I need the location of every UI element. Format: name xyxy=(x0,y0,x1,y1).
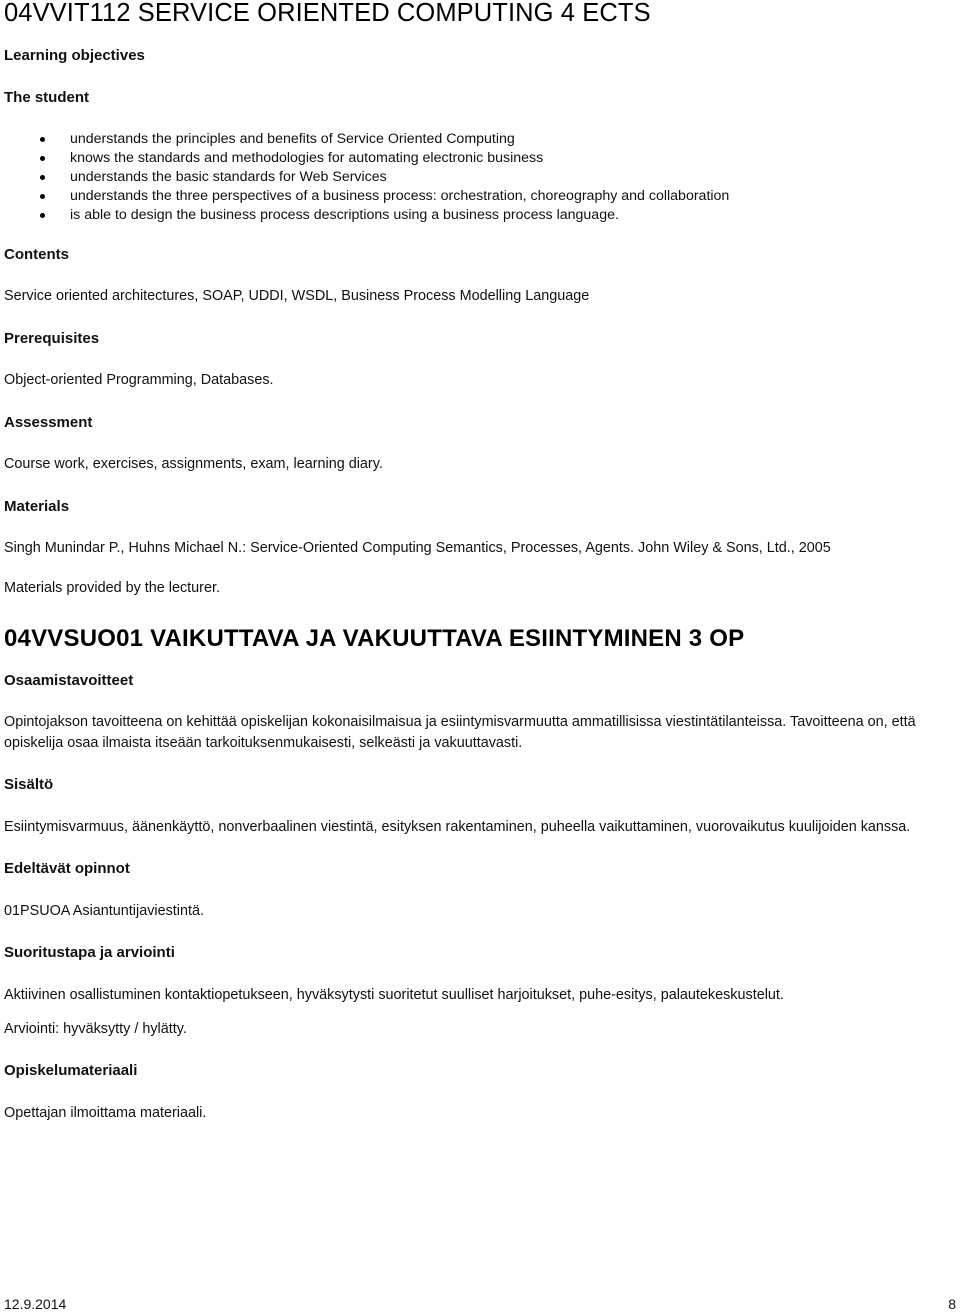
sisalto-heading: Sisältö xyxy=(4,776,54,793)
bullet-icon xyxy=(40,137,45,142)
sisalto-text: Esiintymisvarmuus, äänenkäyttö, nonverbaalinen viestintä, esityksen rakentaminen, puheella vaikuttaminen, vuorovaikutus kuulijoiden kanssa. xyxy=(4,819,911,835)
contents-text: Service oriented architectures, SOAP, UDDI, WSDL, Business Process Modelling Language xyxy=(4,288,590,304)
osaamistavoitteet-heading: Osaamistavoitteet xyxy=(4,672,134,689)
materials-text: Singh Munindar P., Huhns Michael N.: Service-Oriented Computing Semantics, Processes, Agents. John Wiley & Sons, Ltd., 2005 xyxy=(4,540,831,556)
list-item xyxy=(4,130,729,149)
page-number: 8 xyxy=(948,1296,956,1312)
learning-objectives-heading: Learning objectives xyxy=(4,47,145,64)
objective-text: is able to design the business process descriptions using a business process language. xyxy=(70,207,619,223)
objective-text: knows the standards and methodologies for automating electronic business xyxy=(70,150,544,166)
arviointi-text: Arviointi: hyväksytty / hylätty. xyxy=(4,1021,187,1037)
bullet-icon xyxy=(40,194,45,199)
course-title: 04VVSUO01 VAIKUTTAVA JA VAKUUTTAVA ESIINTYMINEN 3 OP xyxy=(4,625,745,652)
bullet-icon xyxy=(40,175,45,180)
opiskelumateriaali-text: Opettajan ilmoittama materiaali. xyxy=(4,1105,207,1121)
objective-text: understands the basic standards for Web Services xyxy=(70,169,387,185)
osaamistavoitteet-text: Opintojakson tavoitteena on kehittää opiskelijan kokonaisilmaisua ja esiintymisvarmuutta ammatillisissa viestintätilanteissa. Tavoitteena on, että opiskelija osaa ilmaista itseään tarkoituksenmukaisesti, selkeästi ja vakuuttavasti. xyxy=(4,714,916,751)
footer-date: 12.9.2014 xyxy=(4,1296,67,1312)
bullet-icon xyxy=(40,213,45,218)
edeltavat-opinnot-heading: Edeltävät opinnot xyxy=(4,860,130,877)
list-item xyxy=(4,187,729,206)
student-heading: The student xyxy=(4,89,89,106)
assessment-text: Course work, exercises, assignments, exam, learning diary. xyxy=(4,456,383,472)
list-item xyxy=(4,206,729,225)
opiskelumateriaali-heading: Opiskelumateriaali xyxy=(4,1062,138,1079)
suoritustapa-text: Aktiivinen osallistuminen kontaktiopetukseen, hyväksytysti suoritetut suulliset harjoitukset, puhe-esitys, palautekeskustelut. xyxy=(4,987,784,1003)
bullet-icon xyxy=(40,156,45,161)
objective-text: understands the three perspectives of a business process: orchestration, choreography and collaboration xyxy=(70,188,730,204)
materials-provided-text: Materials provided by the lecturer. xyxy=(4,580,220,596)
objective-text: understands the principles and benefits of Service Oriented Computing xyxy=(70,131,515,147)
edeltavat-opinnot-text: 01PSUOA Asiantuntijaviestintä. xyxy=(4,903,204,919)
materials-heading: Materials xyxy=(4,498,70,515)
objectives-list xyxy=(4,130,729,225)
list-item xyxy=(4,149,729,168)
prerequisites-text: Object-oriented Programming, Databases. xyxy=(4,372,274,388)
assessment-heading: Assessment xyxy=(4,414,93,431)
list-item xyxy=(4,168,729,187)
prerequisites-heading: Prerequisites xyxy=(4,330,100,347)
suoritustapa-heading: Suoritustapa ja arviointi xyxy=(4,944,175,961)
contents-heading: Contents xyxy=(4,246,69,263)
course-title: 04VVIT112 SERVICE ORIENTED COMPUTING 4 ECTS xyxy=(4,0,651,27)
